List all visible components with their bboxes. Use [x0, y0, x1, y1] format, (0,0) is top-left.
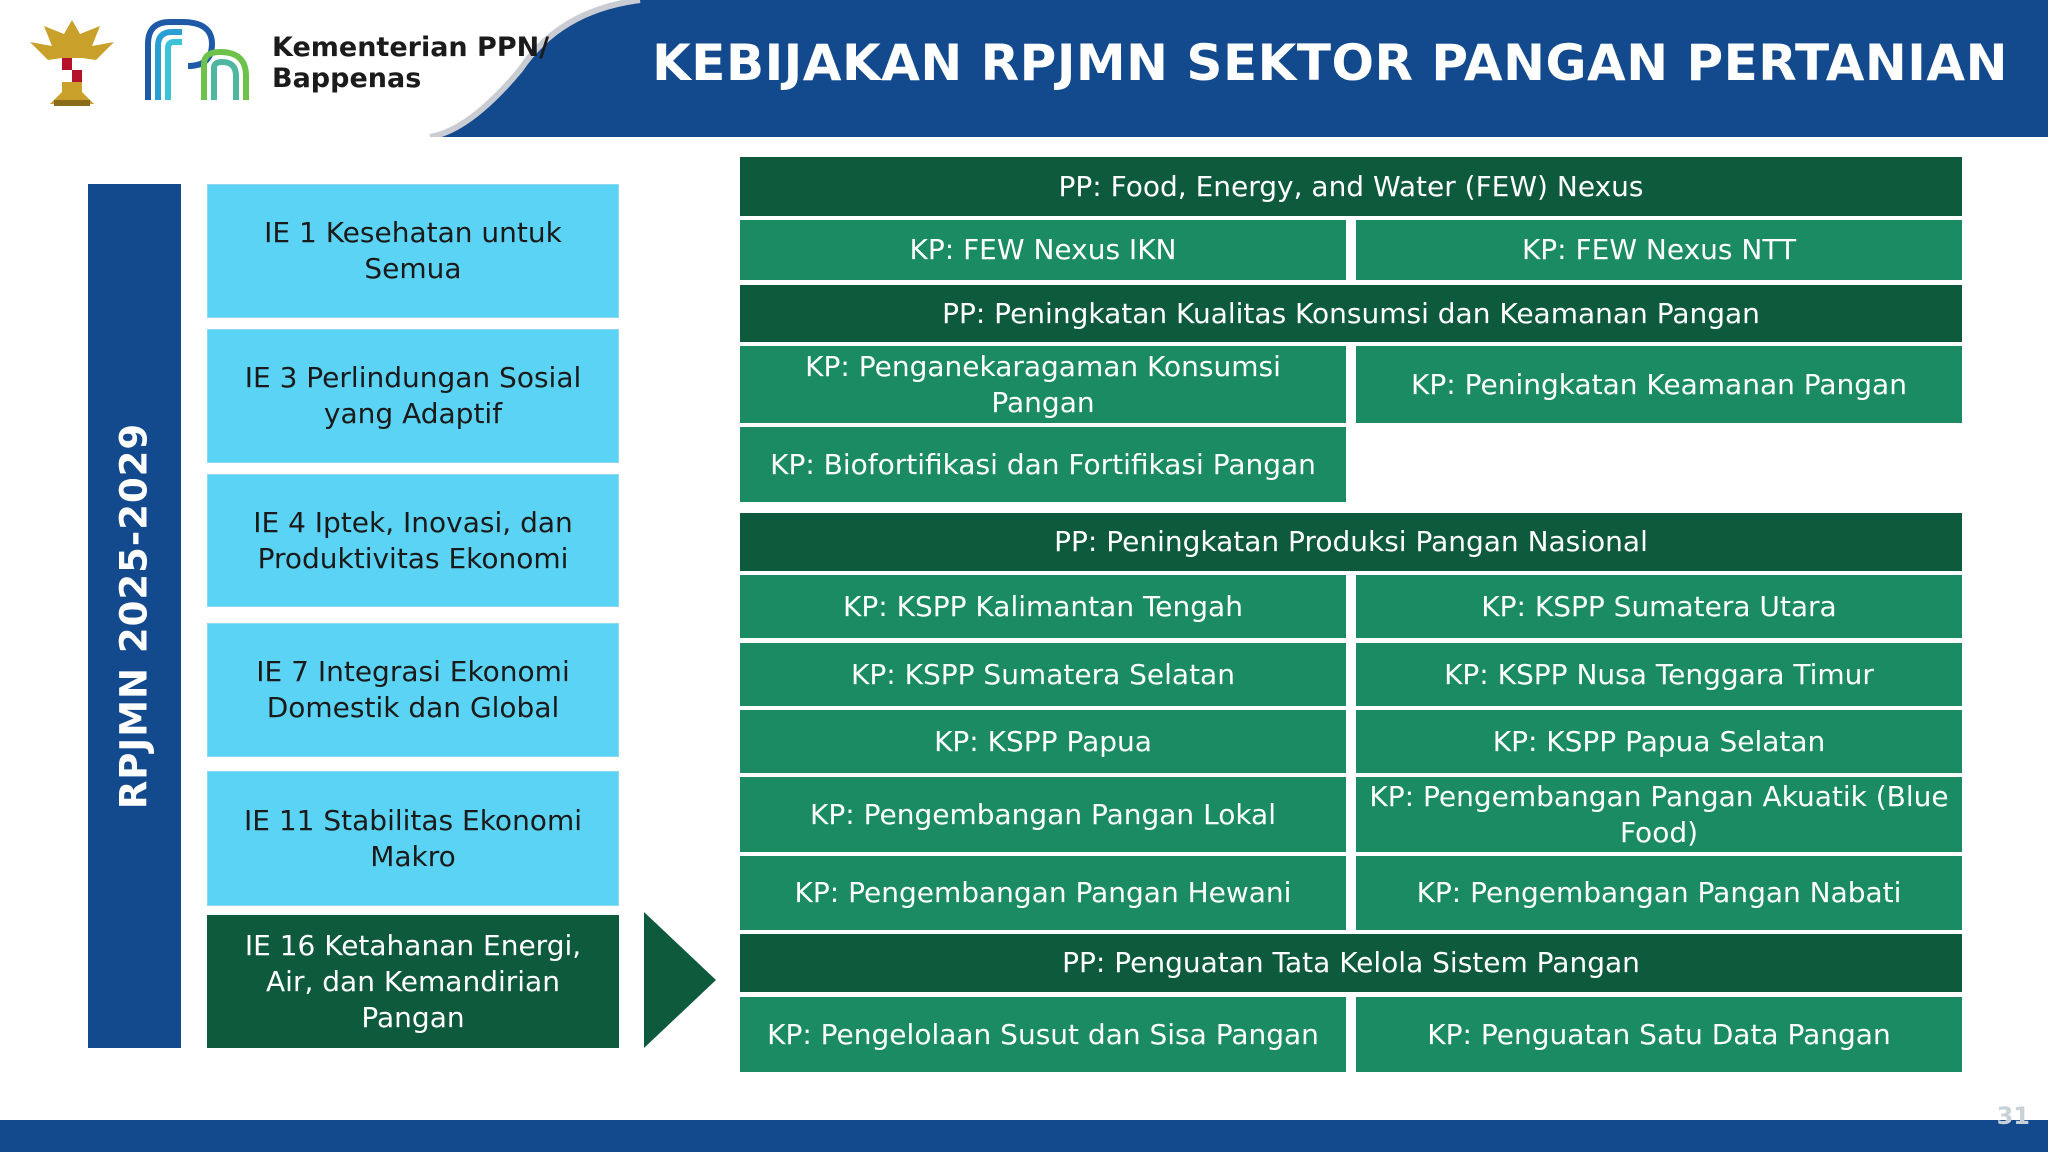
pp-produksi-pangan: PP: Peningkatan Produksi Pangan Nasional [740, 513, 1962, 571]
ie-box-4: IE 4 Iptek, Inovasi, dan Produktivitas Ekonomi [207, 474, 619, 607]
arrow-right-icon [644, 912, 716, 1048]
pp-few-nexus: PP: Food, Energy, and Water (FEW) Nexus [740, 157, 1962, 216]
ministry-line2: Bappenas [272, 63, 422, 94]
page-title: KEBIJAKAN RPJMN SEKTOR PANGAN PERTANIAN [652, 34, 2008, 92]
kp-kspp-nusa-tenggara-timur: KP: KSPP Nusa Tenggara Timur [1356, 643, 1962, 706]
kp-penganekaragaman-konsumsi: KP: Penganekaragaman Konsumsi Pangan [740, 346, 1346, 423]
bappenas-logo-icon [142, 14, 254, 104]
ie-box-11: IE 11 Stabilitas Ekonomi Makro [207, 771, 619, 906]
ministry-line1: Kementerian PPN/ [272, 32, 550, 63]
ministry-name [272, 32, 549, 94]
page-number: 31 [1996, 1102, 2030, 1130]
kp-satu-data-pangan: KP: Penguatan Satu Data Pangan [1356, 997, 1962, 1072]
rpjmn-vertical-label: RPJMN 2025-2029 [112, 422, 156, 810]
kp-kspp-sumatera-selatan: KP: KSPP Sumatera Selatan [740, 643, 1346, 706]
garuda-logo-icon [22, 12, 122, 112]
pp-tata-kelola: PP: Penguatan Tata Kelola Sistem Pangan [740, 934, 1962, 992]
kp-pangan-lokal: KP: Pengembangan Pangan Lokal [740, 777, 1346, 852]
kp-pangan-nabati: KP: Pengembangan Pangan Nabati [1356, 856, 1962, 930]
kp-kspp-sumatera-utara: KP: KSPP Sumatera Utara [1356, 575, 1962, 638]
kp-biofortifikasi: KP: Biofortifikasi dan Fortifikasi Pangan [740, 427, 1346, 502]
kp-kspp-kalimantan-tengah: KP: KSPP Kalimantan Tengah [740, 575, 1346, 638]
ie-box-16: IE 16 Ketahanan Energi, Air, dan Kemandirian Pangan [207, 915, 619, 1048]
ie-box-3: IE 3 Perlindungan Sosial yang Adaptif [207, 329, 619, 463]
kp-kspp-papua: KP: KSPP Papua [740, 710, 1346, 773]
kp-pangan-akuatik: KP: Pengembangan Pangan Akuatik (Blue Food) [1356, 777, 1962, 852]
ie-box-1: IE 1 Kesehatan untuk Semua [207, 184, 619, 318]
pp-kualitas-konsumsi: PP: Peningkatan Kualitas Konsumsi dan Keamanan Pangan [740, 285, 1962, 342]
kp-kspp-papua-selatan: KP: KSPP Papua Selatan [1356, 710, 1962, 773]
kp-keamanan-pangan: KP: Peningkatan Keamanan Pangan [1356, 346, 1962, 423]
kp-susut-sisa-pangan: KP: Pengelolaan Susut dan Sisa Pangan [740, 997, 1346, 1072]
ie-box-7: IE 7 Integrasi Ekonomi Domestik dan Global [207, 623, 619, 757]
footer-band [0, 1120, 2048, 1152]
kp-few-nexus-ntt: KP: FEW Nexus NTT [1356, 220, 1962, 280]
kp-pangan-hewani: KP: Pengembangan Pangan Hewani [740, 856, 1346, 930]
kp-few-nexus-ikn: KP: FEW Nexus IKN [740, 220, 1346, 280]
